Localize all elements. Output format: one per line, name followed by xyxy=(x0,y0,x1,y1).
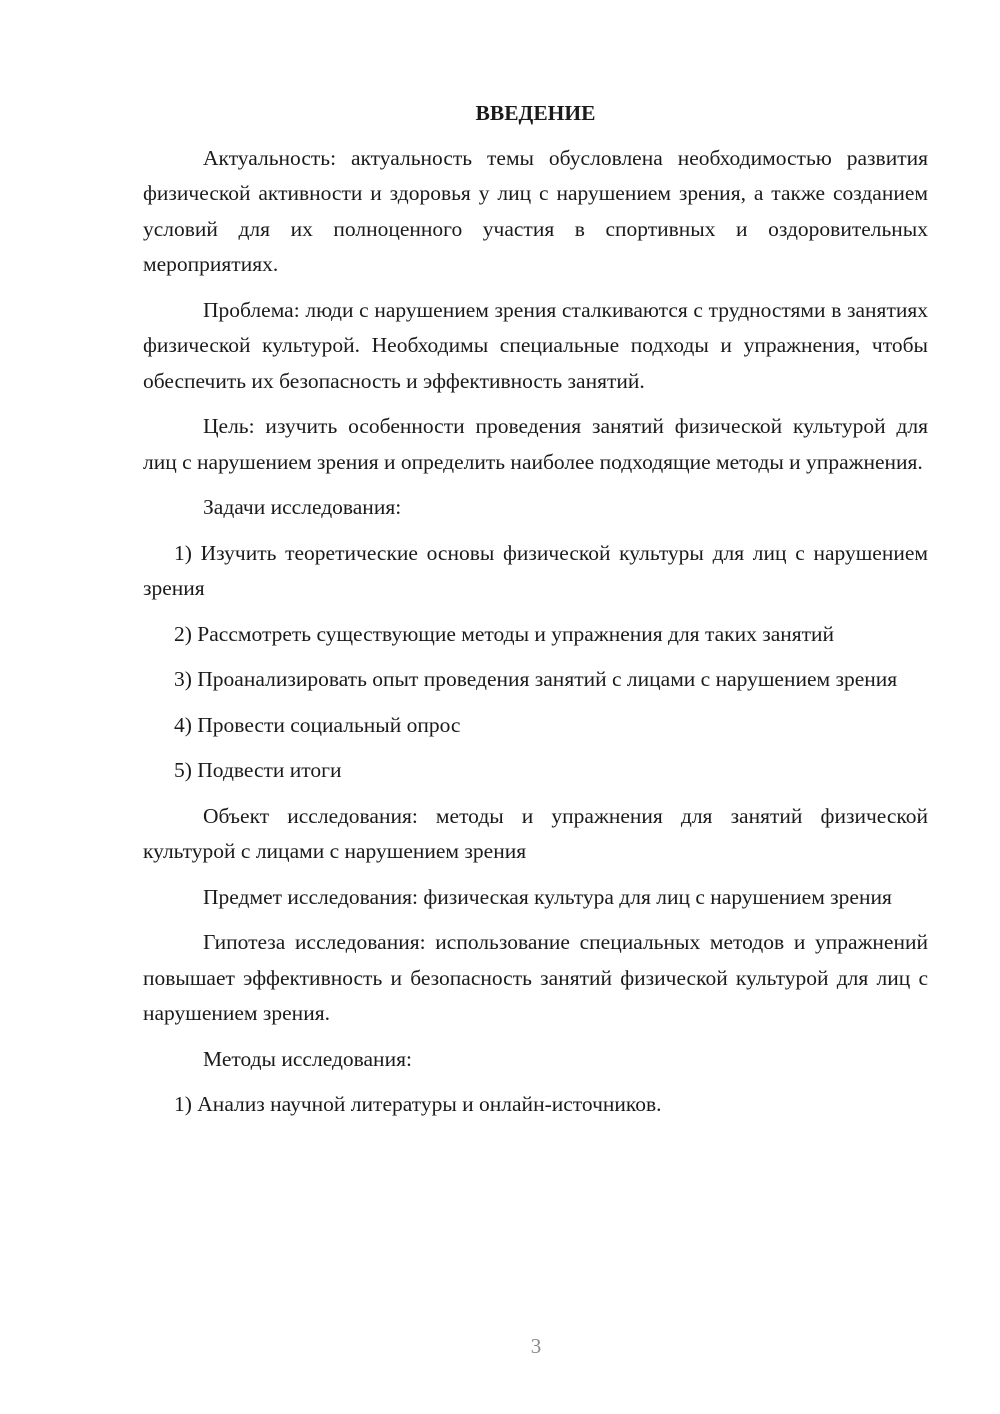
task-item-2: 2) Рассмотреть существующие методы и упражнения для таких занятий xyxy=(174,621,835,646)
task-item-1: 1) Изучить теоретические основы физической культуры для лиц с нарушением зрения xyxy=(143,540,928,600)
methods-heading: Методы исследования: xyxy=(203,1046,412,1071)
problem-paragraph: Проблема: люди с нарушением зрения сталкиваются с трудностями в занятиях физической культурой. Необходимы специальные подходы и упражнения, чтобы обеспечить их безопасность и эффективность занятий. xyxy=(143,297,928,393)
page-body xyxy=(143,96,928,1133)
object-paragraph: Объект исследования: методы и упражнения для занятий физической культурой с лицами с нарушением зрения xyxy=(143,803,928,863)
task-item-3: 3) Проанализировать опыт проведения занятий с лицами с нарушением зрения xyxy=(174,667,898,691)
task-item-4: 4) Провести социальный опрос xyxy=(174,712,461,737)
page-number: 3 xyxy=(530,1334,542,1358)
hypothesis-paragraph: Гипотеза исследования: использование специальных методов и упражнений повышает эффективность и безопасность занятий физической культурой для лиц с нарушением зрения. xyxy=(143,930,928,1025)
method-item-1: 1) Анализ научной литературы и онлайн-источников. xyxy=(174,1092,662,1116)
tasks-heading: Задачи исследования: xyxy=(203,495,402,519)
task-item-5: 5) Подвести итоги xyxy=(174,758,342,782)
goal-paragraph: Цель: изучить особенности проведения занятий физической культурой для лиц с нарушением зрения и определить наиболее подходящие методы и упражнения. xyxy=(143,414,928,474)
section-title: ВВЕДЕНИЕ xyxy=(475,101,596,125)
relevance-paragraph: Актуальность: актуальность темы обусловлена необходимостью развития физической активности и здоровья у лиц с нарушением зрения, а также созданием условий для их полноценного участия в спортивных и оздоровительных мероприятиях. xyxy=(143,145,928,276)
subject-paragraph: Предмет исследования: физическая культура для лиц с нарушением зрения xyxy=(203,884,892,909)
